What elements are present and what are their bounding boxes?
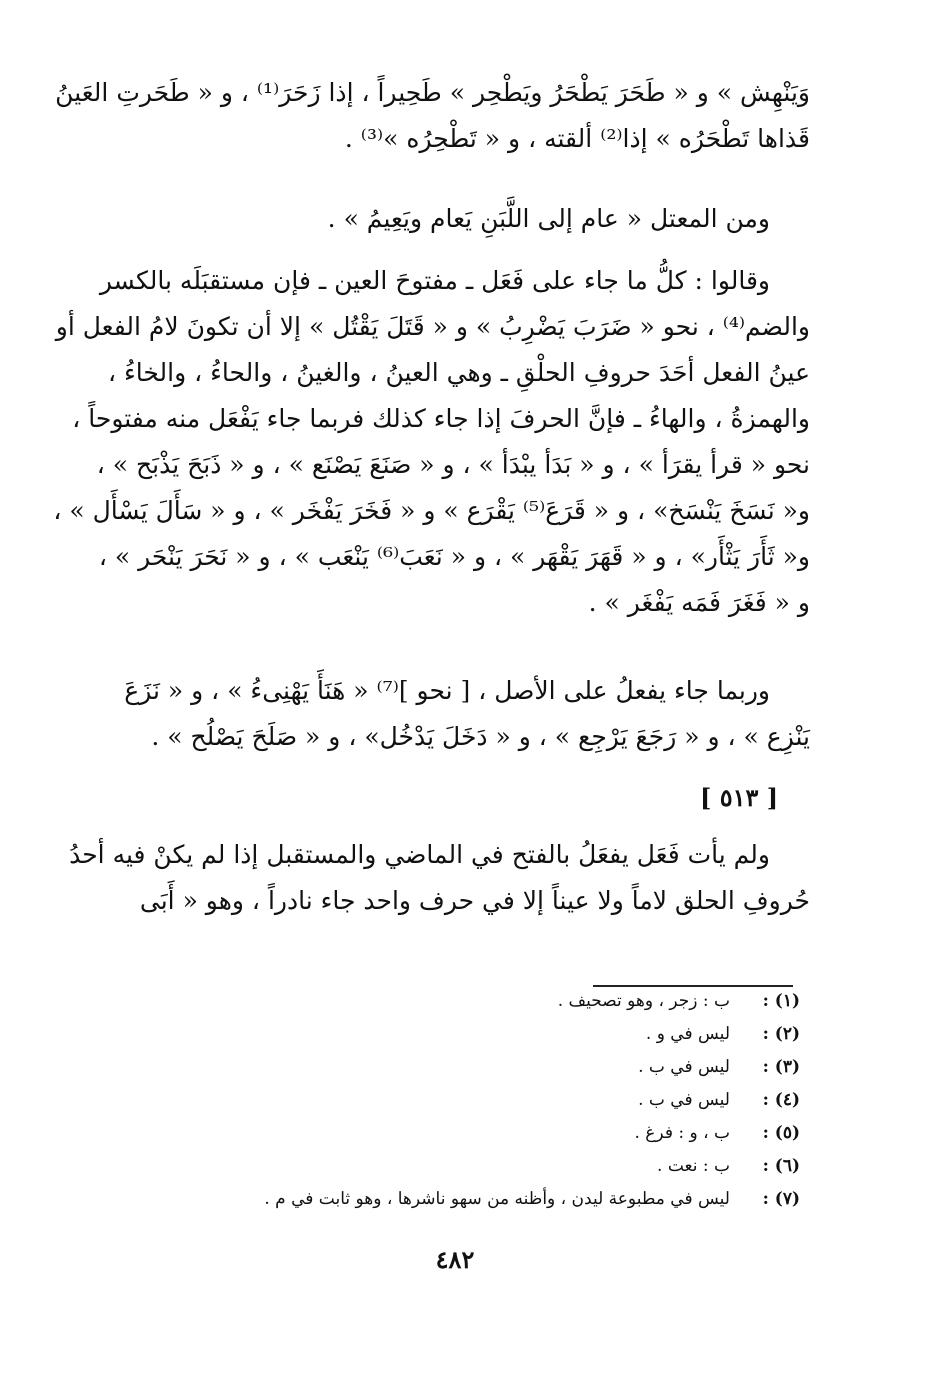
paragraph-3 (53, 258, 810, 626)
footnote-number: (٧) : (762, 1189, 800, 1209)
footnote-number: (٤) : (762, 1090, 800, 1110)
text-line: وربما جاء يفعلُ على الأصل ، [ نحو ]⁽⁷⁾ « هَنَأَ يَهْنِىءُ » ، و « نَزَعَ (124, 676, 770, 705)
footnote-item (120, 1150, 800, 1183)
paragraph-1 (55, 70, 810, 162)
text-line: و « فَغَرَ فَمَه يَفْغَر » . (588, 588, 810, 617)
footnote-item (120, 1051, 800, 1084)
paragraph-2 (130, 196, 810, 242)
footnote-item (120, 1084, 800, 1117)
footnote-number: (١) : (762, 991, 800, 1011)
text-line: والهمزةُ ، والهاءُ ـ فإنَّ الحرفَ إذا جاء كذلك فربما جاء يَفْعَل منه مفتوحاً ، (72, 404, 810, 433)
footnotes (120, 985, 800, 1216)
footnote-text: ب : زجر ، وهو تصحيف . (557, 991, 730, 1011)
footnote-text: ليس في مطبوعة ليدن ، وأظنه من سهو ناشرها ، وهو ثابت في م . (264, 1189, 730, 1209)
paragraph-5 (69, 832, 810, 924)
source-page-reference: [ ٥١٣ ] (700, 783, 779, 812)
page-number: ٤٨٢ (435, 1245, 475, 1274)
text-line: قَذاها تَطْحَرُه » إذا⁽²⁾ ألقته ، و « تَطْحِرُه »⁽³⁾ . (344, 124, 810, 153)
footnote-number: (٥) : (762, 1123, 800, 1143)
text-line: وَيَنْهِش » و « طَحَرَ يَطْحَرُ ويَطْحِر » طَحِيراً ، إذا زَحَرَ⁽¹⁾ ، و « طَحَرتِ العَينُ (55, 78, 810, 107)
text-line: ولم يأت فَعَل يفعَلُ بالفتح في الماضي والمستقبل إذا لم يكنْ فيه أحدُ (69, 840, 770, 869)
text-line: و« ثَأَرَ يَثْأَر» ، و « قَهَرَ يَقْهَر » ، و « نَعَبَ⁽⁶⁾ يَنْعَب » ، و « نَحَرَ يَنْحَر » ، (98, 542, 810, 571)
footnote-item (120, 1183, 800, 1216)
text-line: ومن المعتل « عام إلى اللَّبَنِ يَعام ويَعِيمُ » . (327, 204, 770, 233)
text-line: عينُ الفعل أحَدَ حروفِ الحلْقِ ـ وهي العينُ ، والغينُ ، والحاءُ ، والخاءُ ، (108, 358, 810, 387)
text-line: وقالوا : كلُّ ما جاء على فَعَل ـ مفتوحَ العين ـ فإن مستقبَلَه بالكسر (99, 266, 770, 295)
text-line: والضم⁽⁴⁾ ، نحو « ضَرَبَ يَضْرِبُ » و « قَتَلَ يَقْتُل » إلا أن تكونَ لامُ الفعل أو (55, 312, 810, 341)
footnote-item (120, 985, 800, 1018)
footnote-item (120, 1018, 800, 1051)
text-line: يَنْزِع » ، و « رَجَعَ يَرْجِع » ، و « دَخَلَ يَدْخُل» ، و « صَلَحَ يَصْلُح » . (151, 722, 810, 751)
footnote-number: (٦) : (762, 1156, 800, 1176)
paragraph-4 (124, 668, 810, 760)
footnote-text: ليس في ب . (638, 1090, 730, 1110)
footnote-number: (٢) : (762, 1024, 800, 1044)
text-line: حُروفِ الحلق لاماً ولا عيناً إلا في حرف واحد جاء نادراً ، وهو « أَبَى (139, 886, 810, 915)
footnote-number: (٣) : (762, 1057, 800, 1077)
footnote-text: ب ، و : فرغ . (634, 1123, 730, 1143)
text-line: و« نَسَخَ يَنْسَخ» ، و « قَرَعَ⁽⁵⁾ يَقْرَع » و « فَخَرَ يَفْخَر » ، و « سَأَلَ يَسْأَل » ، (53, 496, 810, 525)
footnote-text: ب : نعت . (657, 1156, 730, 1176)
footnote-item (120, 1117, 800, 1150)
text-line: نحو « قرأ يقرَأ » ، و « بَدَأ يبْدَأ » ، و « صَنَعَ يَصْنَع » ، و « ذَبَحَ يَذْبَح » ، (96, 450, 810, 479)
footnote-text: ليس في و . (645, 1024, 730, 1044)
footnote-text: ليس في ب . (638, 1057, 730, 1077)
